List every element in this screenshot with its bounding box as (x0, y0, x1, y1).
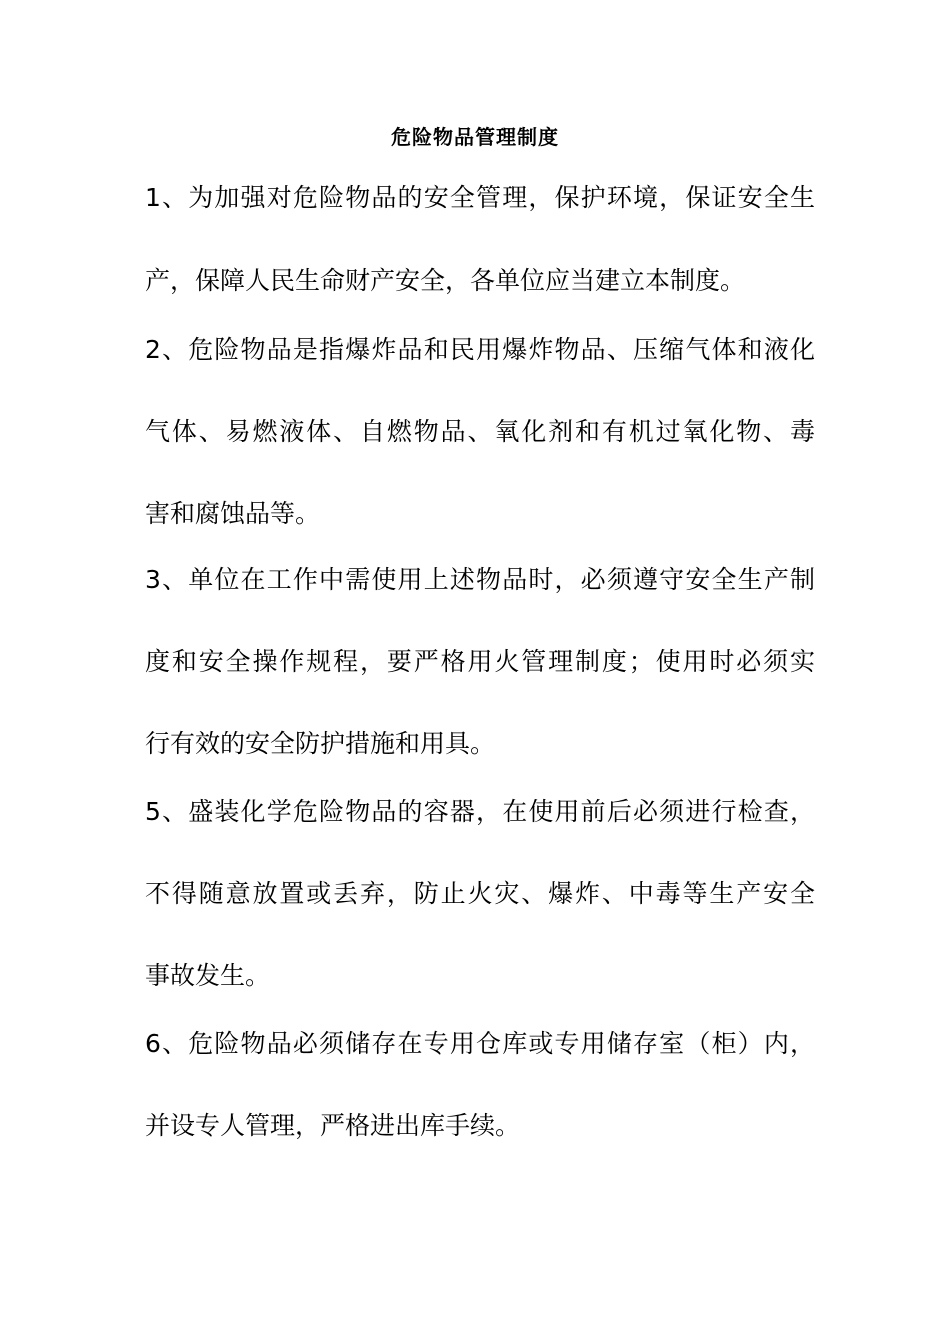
paragraph-1-line-1: 1、为加强对危险物品的安全管理，保护环境，保证安全生 (145, 183, 815, 212)
paragraph-3-line-3: 行有效的安全防护措施和用具。 (145, 729, 496, 758)
paragraph-5-line-2: 不得随意放置或丢弃，防止火灾、爆炸、中毒等生产安全 (145, 879, 815, 908)
document-title: 危险物品管理制度 (391, 125, 559, 149)
paragraph-6-line-1: 6、危险物品必须储存在专用仓库或专用储存室（柜）内， (145, 1029, 815, 1058)
paragraph-2-line-2: 气体、易燃液体、自燃物品、氧化剂和有机过氧化物、毒 (145, 417, 815, 446)
paragraph-2-line-3: 害和腐蚀品等。 (145, 499, 321, 528)
paragraph-2-line-1: 2、危险物品是指爆炸品和民用爆炸物品、压缩气体和液化 (145, 335, 815, 364)
paragraph-3-line-2: 度和安全操作规程，要严格用火管理制度；使用时必须实 (145, 647, 815, 676)
paragraph-1-line-2: 产，保障人民生命财产安全，各单位应当建立本制度。 (145, 266, 746, 295)
paragraph-6-line-2: 并设专人管理，严格进出库手续。 (145, 1111, 521, 1140)
paragraph-5-line-3: 事故发生。 (145, 961, 271, 990)
paragraph-5-line-1: 5、盛装化学危险物品的容器，在使用前后必须进行检查， (145, 797, 815, 826)
paragraph-3-line-1: 3、单位在工作中需使用上述物品时，必须遵守安全生产制 (145, 565, 815, 594)
